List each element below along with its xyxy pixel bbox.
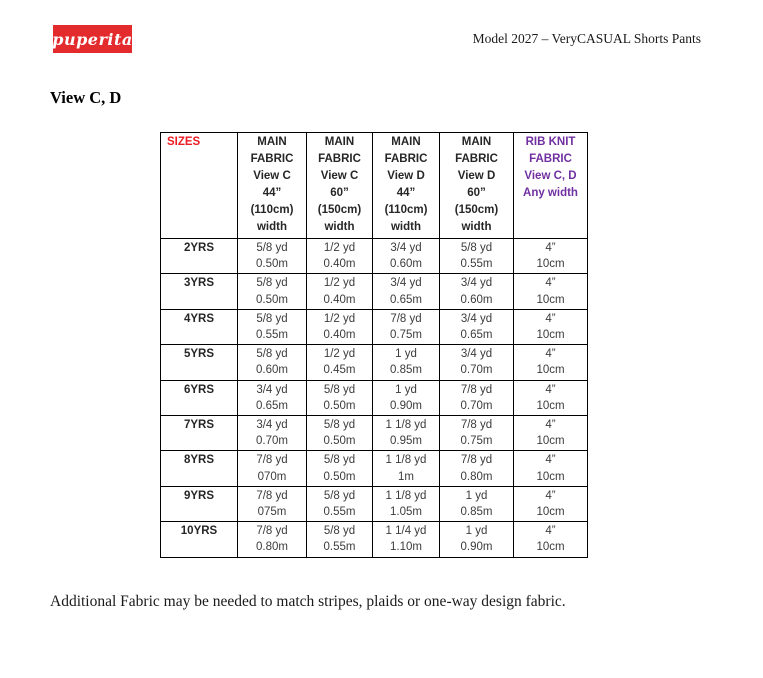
fabric-amount-cell [238,451,307,486]
cell-line: 0.65m [390,293,422,306]
table-row [161,451,588,486]
column-header-main-4 [440,133,514,239]
cell-line: 10cm [536,470,565,483]
fabric-amount-cell [307,522,373,557]
cell-line: 7/8 yd [460,419,493,432]
header-line: View C [253,170,291,182]
header-line: (150cm) [454,204,499,216]
cell-line: 1 yd [395,383,417,396]
fabric-amount-cell [440,380,514,415]
cell-line: 0.85m [390,364,422,377]
header-line: View D [457,170,496,182]
cell-line: 4” [545,312,556,325]
puperita-logo [53,25,132,53]
cell-line: 5/8 yd [256,348,288,361]
cell-line: 3/4 yd [390,277,422,290]
size-label: 6YRS [161,380,238,415]
cell-line: 0.50m [256,258,288,271]
header-line: MAIN [461,136,492,148]
column-header-main-1 [238,133,307,239]
cell-line: 7/8 yd [390,312,422,325]
fabric-amount-cell [373,345,440,380]
cell-line: 3/4 yd [256,419,288,432]
cell-line: 5/8 yd [256,312,288,325]
cell-line: 075m [257,506,287,519]
header-line: 44” [262,187,282,199]
fabric-amount-cell [514,486,588,521]
cell-line: 0.55m [460,258,493,271]
header-line: width [461,221,492,233]
header-line: width [324,221,355,233]
cell-line: 3/4 yd [390,242,422,254]
fabric-amount-cell [238,522,307,557]
cell-line: 5/8 yd [256,242,288,254]
cell-line: 0.55m [323,506,356,519]
cell-line: 0.85m [460,506,493,519]
fabric-amount-cell [514,239,588,274]
cell-line: 7/8 yd [256,454,288,467]
cell-line: 0.40m [323,258,356,271]
cell-line: 1/2 yd [323,348,356,361]
cell-line: 1 1/4 yd [385,525,427,538]
fabric-amount-cell [307,239,373,274]
table-row [161,416,588,451]
section-heading: View C, D [50,88,122,107]
cell-line: 7/8 yd [256,489,288,502]
cell-line: 4” [545,419,556,432]
cell-line: 1 1/8 yd [385,419,427,432]
fabric-amount-cell [373,380,440,415]
table-row [161,345,588,380]
header-line: View C [320,170,359,182]
cell-line: 1 1/8 yd [385,454,427,467]
fabric-amount-cell [514,522,588,557]
cell-line: 1 yd [465,489,488,502]
table-body [161,239,588,558]
fabric-amount-cell [440,486,514,521]
cell-line: 0.95m [390,435,422,448]
cell-line: 4” [545,454,556,467]
cell-line: 0.55m [323,541,356,554]
fabric-amount-cell [514,345,588,380]
header-line: Any width [523,187,578,199]
fabric-amount-cell [307,416,373,451]
header-line: (110cm) [384,204,428,216]
fabric-requirements-table [160,132,588,558]
cell-line: 1/2 yd [323,277,356,290]
fabric-amount-cell [440,274,514,309]
cell-line: 0.80m [460,470,493,483]
cell-line: 5/8 yd [323,419,356,432]
fabric-amount-cell [307,274,373,309]
header-row [161,133,588,239]
cell-line: 0.50m [323,470,356,483]
cell-line: 10cm [536,541,565,554]
fabric-amount-cell [238,416,307,451]
header-line: FABRIC [529,153,572,165]
cell-line: 0.55m [256,329,288,342]
footnote-text: Additional Fabric may be needed to match stripes, plaids or one-way design fabric. [50,593,566,610]
table-row [161,522,588,557]
column-header-sizes [161,133,238,239]
fabric-amount-cell [373,239,440,274]
header-line: View D [387,170,425,182]
column-header-main-3 [373,133,440,239]
size-label: 5YRS [161,345,238,380]
cell-line: 3/4 yd [460,348,493,361]
fabric-amount-cell [440,239,514,274]
header-line: View C, D [524,170,577,182]
fabric-amount-cell [514,416,588,451]
fabric-amount-cell [373,486,440,521]
cell-line: 1/2 yd [323,242,356,254]
column-header-main-2 [307,133,373,239]
cell-line: 0.65m [460,329,493,342]
cell-line: 5/8 yd [323,383,356,396]
cell-line: 1 yd [395,348,417,361]
header-line: MAIN [391,136,421,148]
fabric-amount-cell [514,380,588,415]
header-line: RIB KNIT [525,136,576,148]
cell-line: 10cm [536,364,565,377]
cell-line: 3/4 yd [460,312,493,325]
cell-line: 5/8 yd [323,489,356,502]
cell-line: 10cm [536,506,565,519]
cell-line: 4” [545,277,556,290]
cell-line: 0.50m [256,293,288,306]
cell-line: 7/8 yd [460,454,493,467]
column-header-rib-knit [514,133,588,239]
cell-line: 0.65m [256,399,288,412]
cell-line: 0.40m [323,329,356,342]
table-row [161,486,588,521]
header-line: SIZES [167,136,201,148]
cell-line: 0.45m [323,364,356,377]
cell-line: 3/4 yd [460,277,493,290]
cell-line: 0.80m [256,541,288,554]
header-line: 60” [330,187,349,199]
document-title: Model 2027 – VeryCASUAL Shorts Pants [472,31,701,46]
cell-line: 0.50m [323,399,356,412]
cell-line: 0.75m [390,329,422,342]
fabric-amount-cell [307,345,373,380]
fabric-amount-cell [307,486,373,521]
fabric-amount-cell [514,274,588,309]
cell-line: 4” [545,383,556,396]
cell-line: 0.75m [460,435,493,448]
header-line: FABRIC [250,153,294,165]
cell-line: 0.70m [256,435,288,448]
size-label: 7YRS [161,416,238,451]
cell-line: 7/8 yd [460,383,493,396]
header-line: MAIN [257,136,287,148]
cell-line: 4” [545,489,556,502]
fabric-amount-cell [514,309,588,344]
header-line: (110cm) [250,204,294,216]
fabric-amount-cell [238,380,307,415]
cell-line: 10cm [536,329,565,342]
fabric-amount-cell [373,451,440,486]
header-line: MAIN [324,136,355,148]
cell-line: 0.90m [390,399,422,412]
fabric-amount-cell [440,522,514,557]
cell-line: 5/8 yd [256,277,288,290]
cell-line: 10cm [536,258,565,271]
size-label: 8YRS [161,451,238,486]
fabric-amount-cell [373,274,440,309]
header-line: width [390,221,422,233]
fabric-amount-cell [238,345,307,380]
logo-text: puperita [52,29,133,49]
fabric-amount-cell [238,274,307,309]
fabric-amount-cell [238,309,307,344]
fabric-amount-cell [238,239,307,274]
size-label: 9YRS [161,486,238,521]
cell-line: 0.70m [460,399,493,412]
fabric-amount-cell [307,309,373,344]
size-label: 10YRS [161,522,238,557]
header-line: FABRIC [384,153,428,165]
cell-line: 5/8 yd [323,454,356,467]
header-line: (150cm) [317,204,362,216]
cell-line: 0.60m [256,364,288,377]
cell-line: 5/8 yd [323,525,356,538]
cell-line: 7/8 yd [256,525,288,538]
table-row [161,380,588,415]
fabric-amount-cell [373,309,440,344]
cell-line: 1 yd [465,525,488,538]
cell-line: 1m [398,470,414,483]
fabric-amount-cell [307,451,373,486]
fabric-amount-cell [373,416,440,451]
cell-line: 1.05m [390,506,422,519]
cell-line: 0.70m [460,364,493,377]
cell-line: 10cm [536,435,565,448]
fabric-amount-cell [514,451,588,486]
fabric-amount-cell [440,451,514,486]
fabric-amount-cell [373,522,440,557]
cell-line: 1.10m [390,541,422,554]
cell-line: 3/4 yd [256,383,288,396]
cell-line: 4” [545,348,556,361]
size-label: 2YRS [161,239,238,274]
fabric-amount-cell [238,486,307,521]
fabric-amount-cell [440,345,514,380]
cell-line: 1/2 yd [323,312,356,325]
cell-line: 4” [545,525,556,538]
header-line: width [256,221,288,233]
cell-line: 5/8 yd [460,242,493,254]
header-line: FABRIC [455,153,498,165]
header-line: 44” [396,187,416,199]
table-header [161,133,588,239]
cell-line: 0.60m [460,293,493,306]
table-row [161,239,588,274]
cell-line: 1 1/8 yd [385,489,427,502]
size-label: 4YRS [161,309,238,344]
table-row [161,309,588,344]
cell-line: 4” [545,242,556,254]
cell-line: 070m [257,470,287,483]
header-line: FABRIC [318,153,361,165]
header-line: 60” [467,187,486,199]
table-row [161,274,588,309]
cell-line: 0.50m [323,435,356,448]
cell-line: 0.60m [390,258,422,271]
fabric-amount-cell [307,380,373,415]
cell-line: 10cm [536,293,565,306]
cell-line: 10cm [536,399,565,412]
cell-line: 0.90m [460,541,493,554]
cell-line: 0.40m [323,293,356,306]
fabric-amount-cell [440,309,514,344]
size-label: 3YRS [161,274,238,309]
fabric-amount-cell [440,416,514,451]
